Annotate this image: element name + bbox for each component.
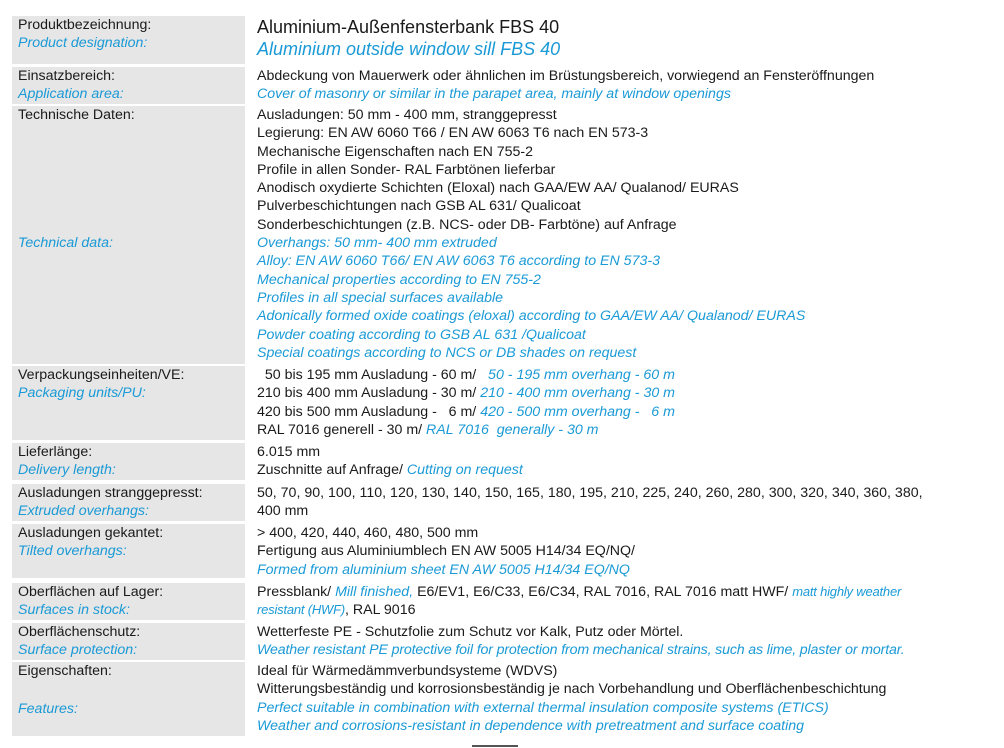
row-surface-protection bbox=[12, 623, 992, 660]
page-footer-rule bbox=[472, 745, 518, 747]
cutting-en: Cutting on request bbox=[406, 462, 523, 479]
row-surfaces-in-stock bbox=[12, 583, 992, 620]
tilted-material-en: Formed from aluminium sheet EN AW 5005 H14/34 EQ/NQ bbox=[257, 561, 630, 578]
label-en: Features: bbox=[18, 701, 78, 717]
value-cell bbox=[257, 524, 992, 579]
feature-en: Perfect suitable in combination with external thermal insulation composite systems (ETICS) bbox=[257, 699, 829, 716]
row-product-designation bbox=[12, 16, 992, 64]
packaging-line bbox=[257, 366, 992, 384]
feature-en: Weather and corrosions-resistant in dependence with pretreatment and surface coating bbox=[257, 717, 805, 734]
surfaces-part: Pressblank/ bbox=[257, 584, 336, 600]
packaging-en: 210 - 400 mm overhang - 30 m bbox=[480, 385, 675, 402]
tech-line-de: Profile in allen Sonder- RAL Farbtönen lieferbar bbox=[257, 161, 556, 178]
value-cell bbox=[257, 106, 992, 362]
extruded-list-cont: 400 mm bbox=[257, 503, 309, 520]
packaging-en: 420 - 500 mm overhang - 6 m bbox=[480, 403, 675, 420]
value-en: Cover of masonry or similar in the parapet area, mainly at window openings bbox=[257, 86, 731, 103]
protection-de: Wetterfeste PE - Schutzfolie zum Schutz vor Kalk, Putz oder Mörtel. bbox=[257, 624, 684, 640]
label-de: Ausladungen gekantet: bbox=[18, 525, 164, 541]
row-packaging-units bbox=[12, 366, 992, 440]
packaging-de: 50 bis 195 mm Ausladung - 60 m/ bbox=[257, 367, 477, 383]
tilted-material-de: Fertigung aus Aluminiumblech EN AW 5005 H14/34 EQ/NQ/ bbox=[257, 543, 635, 560]
label-cell bbox=[12, 484, 245, 521]
tech-line-en: Adonically formed oxide coatings (eloxal) according to GAA/EW AA/ Qualanod/ EURAS bbox=[257, 308, 806, 325]
surfaces-part: matt highly weather bbox=[792, 584, 902, 599]
tech-line-en: Special coatings according to NCS or DB shades on request bbox=[257, 344, 637, 361]
row-extruded-overhangs bbox=[12, 484, 992, 521]
label-de: Oberflächen auf Lager: bbox=[18, 584, 164, 600]
value-de: Abdeckung von Mauerwerk oder ähnlichen im Brüstungsbereich, vorwiegend an Fensteröffnungen bbox=[257, 68, 875, 84]
label-en: Delivery length: bbox=[18, 462, 116, 479]
surfaces-part: , RAL 9016 bbox=[345, 602, 416, 619]
label-cell bbox=[12, 662, 245, 736]
label-de: Verpackungseinheiten/VE: bbox=[18, 367, 185, 383]
value-cell bbox=[257, 484, 992, 521]
surfaces-part: Mill finished, bbox=[335, 584, 414, 600]
value-cell bbox=[257, 662, 992, 735]
value-cell bbox=[257, 67, 992, 104]
cutting-de: Zuschnitte auf Anfrage/ bbox=[257, 462, 403, 479]
product-title-de: Aluminium-Außenfensterbank FBS 40 bbox=[257, 17, 560, 37]
label-en: Surfaces in stock: bbox=[18, 602, 130, 619]
value-cell bbox=[257, 623, 992, 660]
label-de: Lieferlänge: bbox=[18, 444, 93, 460]
protection-en: Weather resistant PE protective foil for protection from mechanical strains, such as lime, plaster or mortar. bbox=[257, 642, 905, 659]
tech-line-de: Ausladungen: 50 mm - 400 mm, stranggepresst bbox=[257, 107, 557, 123]
packaging-line bbox=[257, 421, 992, 439]
packaging-de: 420 bis 500 mm Ausladung - 6 m/ bbox=[257, 403, 477, 420]
surfaces-part: resistant (HWF) bbox=[257, 602, 346, 618]
value-cell bbox=[257, 366, 992, 439]
extruded-list: 50, 70, 90, 100, 110, 120, 130, 140, 150, 165, 180, 195, 210, 225, 240, 260, 280, 300, 320, 340, 360, 380, bbox=[257, 485, 923, 501]
tech-line-en: Mechanical properties according to EN 755-2 bbox=[257, 271, 541, 288]
tech-line-en: Profiles in all special surfaces available bbox=[257, 289, 504, 306]
feature-de: Ideal für Wärmedämmverbundsysteme (WDVS) bbox=[257, 663, 558, 679]
tech-line-en: Overhangs: 50 mm- 400 mm extruded bbox=[257, 235, 497, 252]
label-en: Technical data: bbox=[18, 235, 113, 251]
surfaces-line-1 bbox=[257, 583, 992, 601]
label-en: Product designation: bbox=[18, 35, 148, 52]
row-application-area bbox=[12, 67, 992, 104]
label-cell bbox=[12, 623, 245, 660]
label-en: Application area: bbox=[18, 86, 124, 103]
surfaces-part: E6/EV1, E6/C33, E6/C34, RAL 7016, RAL 7016 matt HWF/ bbox=[413, 584, 793, 600]
value-cell bbox=[257, 16, 992, 60]
label-de: Oberflächenschutz: bbox=[18, 624, 141, 640]
label-cell bbox=[12, 67, 245, 104]
label-en: Extruded overhangs: bbox=[18, 503, 149, 520]
packaging-en: RAL 7016 generally - 30 m bbox=[426, 421, 599, 438]
label-cell bbox=[12, 583, 245, 620]
packaging-en: 50 - 195 mm overhang - 60 m bbox=[476, 367, 675, 383]
tech-line-de: Sonderbeschichtungen (z.B. NCS- oder DB- Farbtöne) auf Anfrage bbox=[257, 216, 677, 233]
label-cell bbox=[12, 443, 245, 480]
row-delivery-length bbox=[12, 443, 992, 480]
label-de: Produktbezeichnung: bbox=[18, 17, 152, 33]
value-cell bbox=[257, 583, 992, 620]
value-cell bbox=[257, 443, 992, 480]
row-features bbox=[12, 662, 992, 736]
label-en: Surface protection: bbox=[18, 642, 138, 659]
label-cell bbox=[12, 106, 245, 364]
label-cell bbox=[12, 16, 245, 64]
feature-de: Witterungsbeständig und korrosionsbeständig je nach Vorbehandlung und Oberflächenbeschichtung bbox=[257, 681, 887, 698]
label-de: Einsatzbereich: bbox=[18, 68, 115, 84]
packaging-line bbox=[257, 384, 992, 402]
tilted-sizes: > 400, 420, 440, 460, 480, 500 mm bbox=[257, 525, 479, 541]
delivery-length-value: 6.015 mm bbox=[257, 444, 321, 460]
tech-line-de: Mechanische Eigenschaften nach EN 755-2 bbox=[257, 143, 534, 160]
packaging-de: 210 bis 400 mm Ausladung - 30 m/ bbox=[257, 385, 477, 402]
label-en: Tilted overhangs: bbox=[18, 543, 127, 560]
row-tilted-overhangs bbox=[12, 524, 992, 578]
label-de: Ausladungen stranggepresst: bbox=[18, 485, 203, 501]
tech-line-en: Powder coating according to GSB AL 631 /Qualicoat bbox=[257, 326, 586, 343]
label-de: Technische Daten: bbox=[18, 107, 135, 123]
label-de: Eigenschaften: bbox=[18, 663, 112, 679]
packaging-line bbox=[257, 403, 992, 421]
tech-line-en: Alloy: EN AW 6060 T66/ EN AW 6063 T6 according to EN 573-3 bbox=[257, 253, 660, 270]
tech-line-de: Pulverbeschichtungen nach GSB AL 631/ Qualicoat bbox=[257, 198, 581, 215]
tech-line-de: Anodisch oxydierte Schichten (Eloxal) nach GAA/EW AA/ Qualanod/ EURAS bbox=[257, 180, 739, 197]
label-cell bbox=[12, 524, 245, 578]
label-en: Packaging units/PU: bbox=[18, 385, 146, 402]
delivery-cutting-line bbox=[257, 461, 992, 479]
surfaces-line-2 bbox=[257, 601, 992, 619]
product-title-en: Aluminium outside window sill FBS 40 bbox=[257, 39, 561, 59]
label-cell bbox=[12, 366, 245, 440]
tech-line-de: Legierung: EN AW 6060 T66 / EN AW 6063 T6 nach EN 573-3 bbox=[257, 125, 649, 142]
packaging-de: RAL 7016 generell - 30 m/ bbox=[257, 421, 423, 438]
row-technical-data bbox=[12, 106, 992, 364]
